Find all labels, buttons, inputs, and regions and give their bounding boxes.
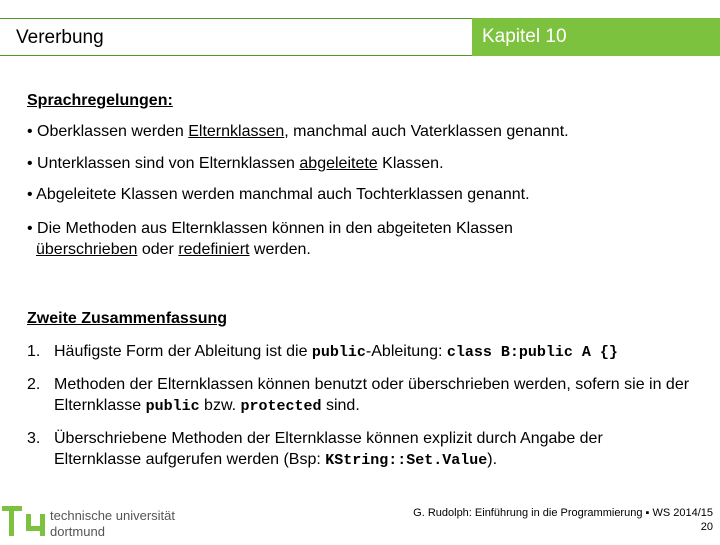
slide-title: Vererbung xyxy=(16,27,104,48)
section-heading-sprachregelungen: Sprachregelungen: xyxy=(27,92,173,109)
header-chapter-bar xyxy=(472,18,720,56)
footer-course: G. Rudolph: Einführung in die Programmierung ▪ WS 2014/15 xyxy=(413,507,713,519)
section-heading-zusammenfassung: Zweite Zusammenfassung xyxy=(27,310,228,327)
bullet-abgeleitete: • Abgeleitete Klassen werden manchmal auch Tochterklassen genannt. xyxy=(27,186,530,203)
tu-logo-icon xyxy=(0,500,200,540)
header-title-bar xyxy=(0,18,472,56)
chapter-label: Kapitel 10 xyxy=(482,26,567,47)
logo-text-line2: dortmund xyxy=(50,524,105,539)
bullet-unterklassen: • Unterklassen sind von Elternklassen abgeleitete Klassen. xyxy=(27,155,444,172)
logo-text-line1: technische universität xyxy=(50,508,176,523)
university-logo xyxy=(0,500,200,540)
page-number: 20 xyxy=(700,521,713,533)
bullet-methoden: • Die Methoden aus Elternklassen können in den abgeiteten Klassen überschrieben oder redefiniert werden. xyxy=(27,220,513,258)
list-item-3: 3. Überschriebene Methoden der Elternklasse können explizit durch Angabe der Elternklasse aufgerufen werden (Bsp: KString::Set.Value). xyxy=(27,430,603,469)
bullet-oberklassen: • Oberklassen werden Elternklassen, manchmal auch Vaterklassen genannt. xyxy=(27,123,569,140)
list-item-1: 1. Häufigste Form der Ableitung ist die public-Ableitung: class B:public A {} xyxy=(27,343,618,361)
footer-credit xyxy=(413,506,713,534)
list-item-2: 2. Methoden der Elternklassen können benutzt oder überschrieben werden, sofern sie in der Elternklasse public bzw. protected sind. xyxy=(27,376,690,415)
